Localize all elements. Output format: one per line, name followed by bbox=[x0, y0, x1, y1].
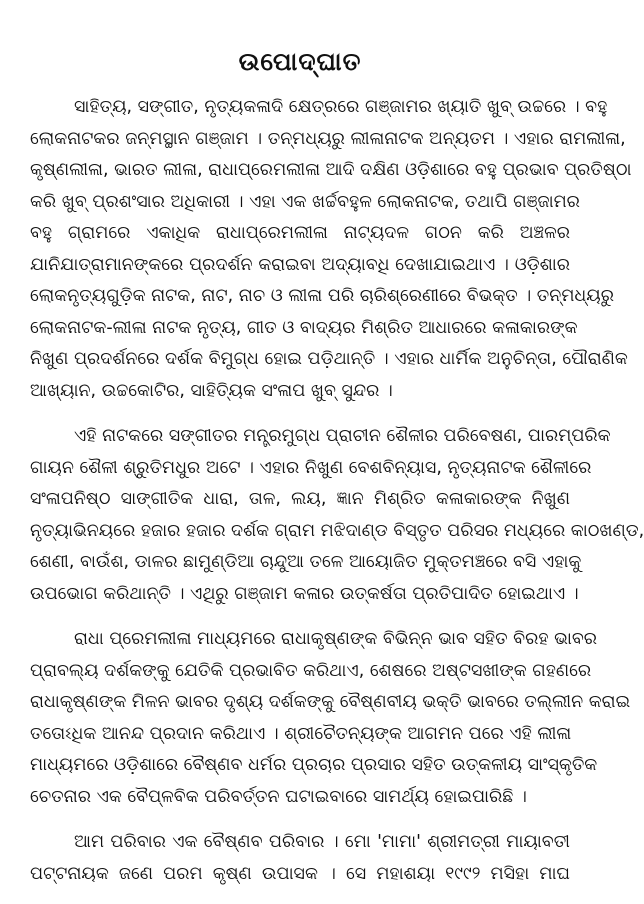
text-line: କରି ଖୁବ୍ ପ୍ରଶଂସାର ଅଧିକାରୀ । ଏହା ଏକ ଖର୍ଚ୍ଚବହୁଳ ଲୋକନାଟକ, ତଥାପି ଗଞ୍ଜାମର bbox=[30, 191, 580, 212]
text-line: ମାଧ୍ୟମରେ ଓଡ଼ିଶାରେ ବୈଷ୍ଣବ ଧର୍ମର ପ୍ରଚାର ପ୍ରସାର ସହିତ ଉତ୍କଳୀୟ ସାଂସ୍କୃତିକ bbox=[30, 755, 598, 775]
text-line: ଆମ ପରିବାର ଏକ ବୈଷ୍ଣବ ପରିବାର । ମୋ 'ମାମା' ଶ୍ରୀମତ୍ରୀ ମାୟାବତୀ bbox=[74, 832, 570, 852]
text-line: ପଟ୍ଟନାୟକ ଜଣେ ପରମ କୃଷ୍ଣ ଉପାସକ । ସେ ମହାଶୟା ୧୯୯୨ ମସିହା ମାଘ bbox=[30, 863, 570, 884]
text-line: ରାଧା ପ୍ରେମଲୀଳା ମାଧ୍ୟମରେ ରାଧାକୃଷ୍ଣଙ୍କ ବିଭିନ୍ନ ଭାବ ସହିତ ବିରହ ଭାବର bbox=[74, 629, 598, 649]
text-line: ସାହିତ୍ୟ, ସଙ୍ଗୀତ, ନୃତ୍ୟକଳାଦି କ୍ଷେତ୍ରରେ ଗଞ୍ଜାମର ଖ୍ୟାତି ଖୁବ୍ ଉଚ୍ଚରେ । ବହୁ bbox=[74, 97, 608, 117]
text-line: ନୃତ୍ୟାଭିନୟରେ ହଜାର ହଜାର ଦର୍ଶକ ଗ୍ରାମ ମଝିଦାଣ୍ଡ ବିସ୍ତୃତ ପରିସର ମଧ୍ୟରେ କାଠଖଣ୍ଡ, bbox=[30, 520, 644, 541]
text-line: ଯାନିଯାତ୍ରାମାନଙ୍କରେ ପ୍ରଦର୍ଶନ କରାଇବା ଅଦ୍ୟାବଧି ଦେଖାଯାଇଥାଏ । ଓଡ଼ିଶାର bbox=[30, 254, 570, 275]
text-line: ଉପଭୋଗ କରିଥାନ୍ତି । ଏଥିରୁ ଗଞ୍ଜାମ କଳାର ଉତ୍କର୍ଷତା ପ୍ରତିପାଦିତ ହୋଇଥାଏ । bbox=[30, 583, 579, 604]
text-line: ସଂଳାପନିଷ୍ଠ ସାଙ୍ଗୀତିକ ଧାରା, ତାଳ, ଲୟ, ଜ୍ଞାନ ମିଶ୍ରିତ କଳାକାରଙ୍କ ନିଖୁଣ bbox=[30, 489, 570, 509]
text-line: ରାଧାକୃଷ୍ଣଙ୍କ ମିଳନ ଭାବର ଦୃଶ୍ୟ ଦର୍ଶକଙ୍କୁ ବୈଷ୍ଣବୀୟ ଭକ୍ତି ଭାବରେ ତଲ୍ଲୀନ କରାଇ bbox=[30, 692, 631, 712]
text-line: ଏହି ନାଟକରେ ସଙ୍ଗୀତର ମନ୍ତ୍ରମୁଗ୍ଧ ପ୍ରାଚୀନ ଶୈଳୀର ପରିବେଷଣ, ପାରମ୍ପରିକ bbox=[74, 426, 611, 446]
text-line: ଆଖ୍ୟାନ, ଉଚ୍ଚକୋଟିର, ସାହିତ୍ୟିକ ସଂଳାପ ଖୁବ୍ ସୁନ୍ଦର । bbox=[30, 380, 393, 401]
text-line: ଶେଣୀ, ବାଉଁଶ, ଡାଳର ଛାମୁଣ୍ଡିଆ ଚାନ୍ଦୁଆ ତଳେ ଆୟୋଜିତ ମୁକ୍ତମଞ୍ଚରେ ବସି ଏହାକୁ bbox=[30, 552, 582, 572]
text-line: ବହୁ ଗ୍ରାମରେ ଏକାଧିକ ରାଧାପ୍ରେମଲୀଳା ନାଟ୍ୟଦଳ ଗଠନ କରି ଅଞ୍ଚଳର bbox=[30, 223, 570, 243]
paragraph-2 bbox=[30, 421, 644, 610]
text-line: ପ୍ରାବଲ୍ୟ ଦର୍ଶକଙ୍କୁ ଯେତିକି ପ୍ରଭାବିତ କରିଥାଏ, ଶେଷରେ ଅଷ୍ଟସଖୀଙ୍କ ଗହଣରେ bbox=[30, 660, 592, 681]
text-line: ଲୋକନାଟକର ଜନ୍ମସ୍ଥାନ ଗଞ୍ଜାମ । ତନ୍ମଧ୍ୟରୁ ଲୀଳାନାଟକ ଅନ୍ୟତମ । ଏହାର ରାମଲୀଳା, bbox=[30, 128, 626, 149]
text-line: ଲୋକନାଟକ-ଲୀଳା ନାଟକ ନୃତ୍ୟ, ଗୀତ ଓ ବାଦ୍ୟର ମିଶ୍ରିତ ଆଧାରରେ କଳାକାରଙ୍କ bbox=[30, 317, 578, 338]
paragraph-4 bbox=[30, 827, 570, 890]
text-line: ତତୋଽଧିକ ଆନନ୍ଦ ପ୍ରଦାନ କରିଥାଏ । ଶ୍ରୀଚୈତନ୍ୟଙ୍କ ଆଗମନ ପରେ ଏହି ଲୀଳା bbox=[30, 723, 572, 744]
paragraph-3 bbox=[30, 624, 631, 813]
page-title: ଉପୋଦ୍‌ଘାତ bbox=[238, 47, 362, 76]
text-line: ନିଖୁଣ ପ୍ରଦର୍ଶନରେ ଦର୍ଶକ ବିମୁଗ୍ଧ ହୋଇ ପଡ଼ିଥାନ୍ତି । ଏହାର ଧାର୍ମିକ ଅନୁଚିନ୍ତା, ପୌରାଣିକ bbox=[30, 349, 628, 369]
text-line: ଗାୟନ ଶୈଳୀ ଶ୍ରୁତିମଧୁର ଅଟେ । ଏହାର ନିଖୁଣ ବେଶବିନ୍ୟାସ, ନୃତ୍ୟନାଟକ ଶୈଳୀରେ bbox=[30, 457, 592, 478]
paragraph-1 bbox=[30, 92, 632, 407]
text-line: ଲୋକନୃତ୍ୟଗୁଡ଼ିକ ନାଟକ, ନାଟ, ନାଚ ଓ ଲୀଳା ପରି ଚାରିଶ୍ରେଣୀରେ ବିଭକ୍ତ । ତନ୍ମଧ୍ୟରୁ bbox=[30, 286, 614, 306]
text-line: କୃଷ୍ଣଲୀଳା, ଭାରତ ଲୀଳା, ରାଧାପ୍ରେମଲୀଳା ଆଦି ଦକ୍ଷିଣ ଓଡ଼ିଶାରେ ବହୁ ପ୍ରଭାବ ପ୍ରତିଷ୍ଠା bbox=[30, 160, 632, 180]
text-line: ଚେତନାର ଏକ ବୈପ୍ଳବିକ ପରିବର୍ତ୍ତନ ଘଟାଇବାରେ ସାମର୍ଥ୍ୟ ହୋଇପାରିଛି । bbox=[30, 786, 527, 807]
